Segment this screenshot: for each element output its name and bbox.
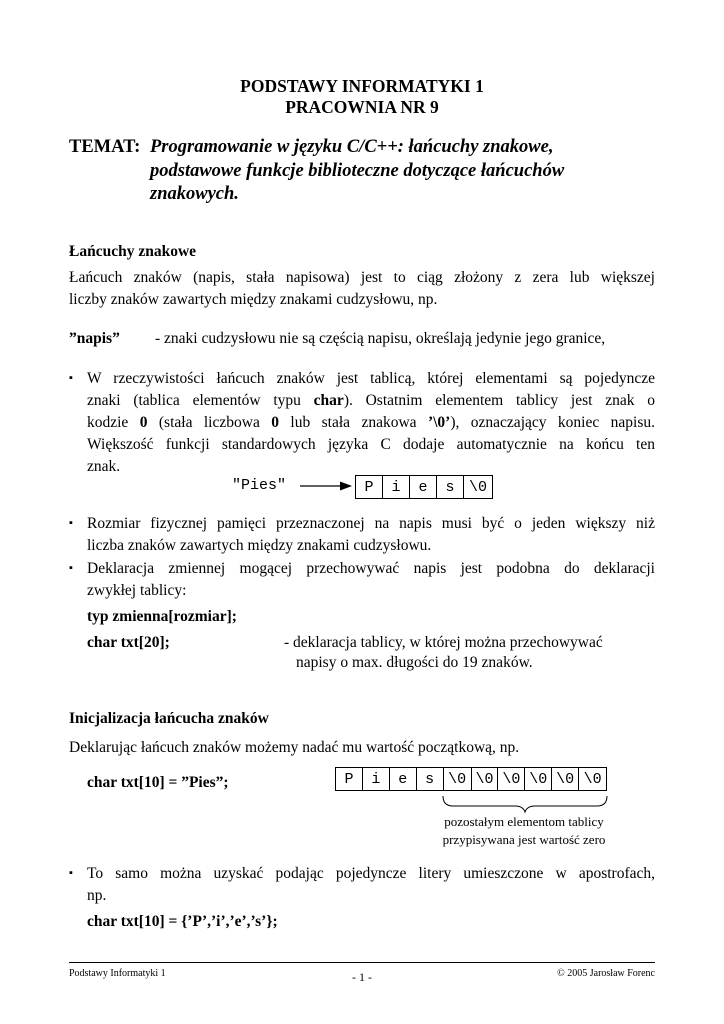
bullet1-line4: Większość funkcji standardowych języka C dodaje automatycznie na końcu ten bbox=[87, 436, 655, 453]
diagram1-array bbox=[355, 475, 493, 499]
bullet1-line1: W rzeczywistości łańcuch znaków jest tablicą, której elementami są pojedyncze bbox=[87, 370, 655, 387]
code-char-txt20: char txt[20]; bbox=[87, 634, 170, 651]
bullet1-line3: kodzie 0 (stała liczbowa 0 lub stała znakowa ’\0’), oznaczający koniec napisu. bbox=[87, 414, 655, 431]
diagram2-array bbox=[335, 767, 607, 791]
code2-desc-line1: - deklaracja tablicy, w której można przechowywać bbox=[284, 634, 603, 651]
bullet-icon: ▪ bbox=[69, 372, 73, 384]
example-description: - znaki cudzysłowu nie są częścią napisu, określają jedynie jego granice, bbox=[155, 330, 606, 347]
array-cell: s bbox=[437, 476, 464, 498]
bullet-icon: ▪ bbox=[69, 517, 73, 529]
bullet4-line2: np. bbox=[87, 887, 107, 904]
example-literal: ”napis” bbox=[69, 330, 120, 347]
topic-line1: Programowanie w języku C/C++: łańcuchy znakowe, bbox=[150, 137, 554, 157]
footer-divider bbox=[69, 962, 655, 963]
array-cell: i bbox=[383, 476, 410, 498]
brace-icon bbox=[441, 794, 609, 814]
section2-intro: Deklarując łańcuch znaków możemy nadać mu wartość początkową, np. bbox=[69, 739, 520, 756]
topic-line2: podstawowe funkcje biblioteczne dotyczące łańcuchów bbox=[150, 161, 565, 181]
array-cell: P bbox=[336, 768, 363, 790]
code-char-txt10-init: char txt[10] = {’P’,’i’,’e’,’s’}; bbox=[87, 913, 278, 930]
diagram1-label: "Pies" bbox=[232, 477, 287, 494]
topic-line3: znakowych. bbox=[150, 184, 239, 204]
array-cell: i bbox=[363, 768, 390, 790]
code2-desc-line2: napisy o max. długości do 19 znaków. bbox=[296, 654, 533, 671]
diagram2-note-line1: pozostałym elementom tablicy bbox=[444, 814, 604, 829]
diagram2-note-line2: przypisywana jest wartość zero bbox=[442, 832, 606, 847]
bullet1-line5: znak. bbox=[87, 458, 121, 475]
array-cell: e bbox=[410, 476, 437, 498]
arrow-right-icon bbox=[300, 479, 352, 493]
intro-line2: liczby znaków zawartych między znakami cudzysłowu, np. bbox=[69, 291, 438, 308]
bullet1-line2: znaki (tablica elementów typu char). Ostatnim elementem tablicy jest znak o bbox=[87, 392, 655, 409]
page-number: - 1 - bbox=[352, 970, 372, 984]
page-title-line2: PRACOWNIA NR 9 bbox=[285, 97, 439, 117]
array-cell: \0 bbox=[498, 768, 525, 790]
array-cell: \0 bbox=[525, 768, 552, 790]
section-heading-strings: Łańcuchy znakowe bbox=[69, 243, 197, 260]
bullet3-line2: zwykłej tablicy: bbox=[87, 582, 187, 599]
array-cell: \0 bbox=[444, 768, 472, 790]
array-cell: \0 bbox=[472, 768, 499, 790]
topic-label: TEMAT: bbox=[69, 137, 141, 157]
bullet3-line1: Deklaracja zmiennej mogącej przechowywać napis jest podobna do deklaracji bbox=[87, 560, 655, 577]
bullet2-line1: Rozmiar fizycznej pamięci przeznaczonej na napis musi być o jeden większy niż bbox=[87, 515, 655, 532]
array-cell: \0 bbox=[468, 478, 487, 496]
code-char-txt10-pies: char txt[10] = ”Pies”; bbox=[87, 774, 229, 791]
code-typ-zmienna: typ zmienna[rozmiar]; bbox=[87, 608, 237, 625]
bullet2-line2: liczba znaków zawartych między znakami cudzysłowu. bbox=[87, 537, 432, 554]
section-heading-init: Inicjalizacja łańcucha znaków bbox=[69, 710, 269, 727]
bullet-icon: ▪ bbox=[69, 562, 73, 574]
footer-left: Podstawy Informatyki 1 bbox=[69, 968, 166, 979]
array-cell: P bbox=[356, 476, 383, 498]
array-cell: s bbox=[417, 768, 444, 790]
array-cell: \0 bbox=[552, 768, 579, 790]
intro-line1: Łańcuch znaków (napis, stała napisowa) jest to ciąg złożony z zera lub większej bbox=[69, 269, 655, 286]
bullet4-line1: To samo można uzyskać podając pojedyncze litery umieszczone w apostrofach, bbox=[87, 865, 655, 882]
array-cell: \0 bbox=[583, 770, 602, 788]
bullet-icon: ▪ bbox=[69, 867, 73, 879]
footer-right: © 2005 Jarosław Forenc bbox=[557, 968, 655, 979]
array-cell: e bbox=[390, 768, 417, 790]
page-title-line1: PODSTAWY INFORMATYKI 1 bbox=[240, 76, 484, 96]
